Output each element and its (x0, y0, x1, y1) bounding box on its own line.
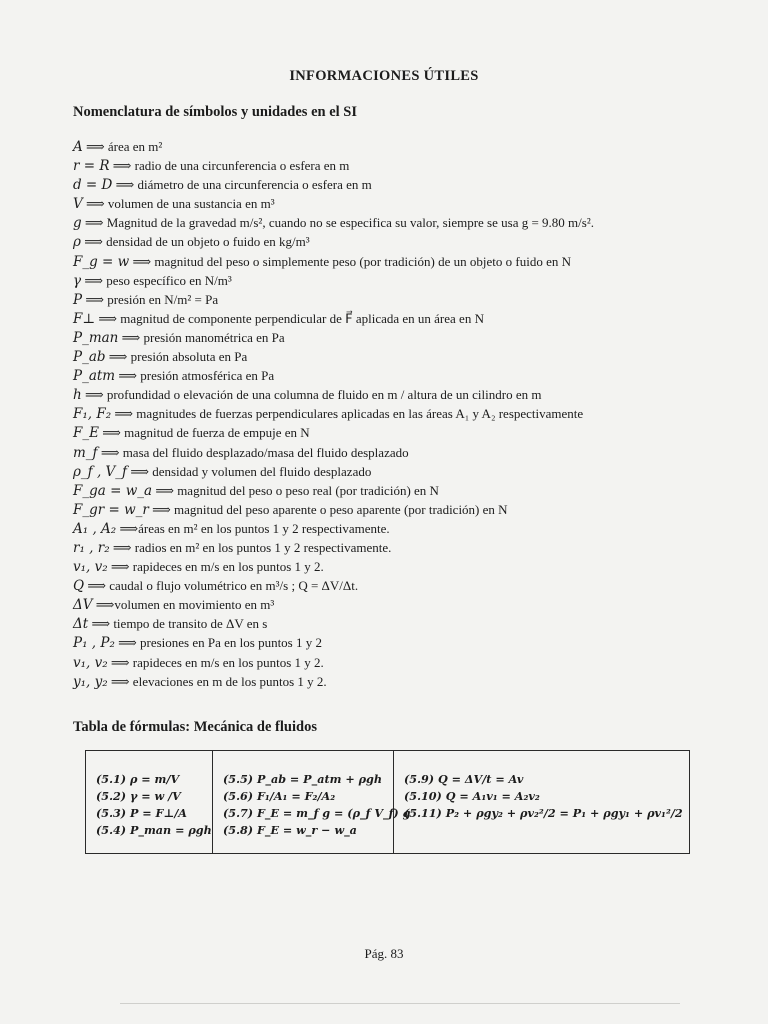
symbol-name: F_gr = w_r (73, 501, 149, 518)
symbol-name: P_man (73, 329, 119, 346)
symbol-description: ⟹ caudal o flujo volumétrico en m³/s ; Q = ΔV/Δt. (87, 578, 359, 594)
symbol-name: P (73, 291, 83, 308)
formula-column-1 (86, 751, 213, 853)
symbol-name: h (73, 387, 82, 404)
symbol-description: ⟹ masa del fluido desplazado/masa del fluido desplazado (100, 444, 409, 460)
symbol-description: ⟹ elevaciones en m de los puntos 1 y 2. (110, 673, 327, 689)
symbol-name: m_f (73, 444, 98, 461)
symbol-description: ⟹volumen en movimiento en m³ (95, 597, 275, 613)
symbol-row (73, 366, 733, 385)
symbol-name: F⊥ (73, 310, 96, 327)
symbol-row (73, 385, 733, 404)
symbol-description: ⟹ Magnitud de la gravedad m/s², cuando no se especifica su valor, siempre se usa g = 9.80 m/s². (84, 215, 594, 231)
symbol-description: ⟹ presión absoluta en Pa (108, 349, 248, 365)
symbol-row (73, 500, 733, 519)
symbol-row (73, 328, 733, 347)
symbol-description: ⟹ magnitudes de fuerzas perpendiculares aplicadas en las áreas A₁ y A₂ respectivamente (114, 406, 584, 422)
symbol-description: ⟹ profundidad o elevación de una columna de fluido en m / altura de un cilindro en m (84, 387, 542, 403)
formula: (5.8) F_E = w_r − w_a (223, 823, 357, 837)
symbol-description: ⟹ densidad y volumen del fluido desplazado (130, 463, 372, 479)
symbol-description: ⟹ magnitud del peso aparente o peso aparente (por tradición) en N (152, 501, 508, 517)
symbol-name: ρ_f , V_f (73, 463, 128, 480)
symbol-name: F_ga = w_a (73, 482, 153, 499)
symbol-name: Δt (73, 616, 89, 633)
formula: (5.11) P₂ + ρgy₂ + ρv₂²/2 = P₁ + ρgy₁ + ρv₁²/2 (404, 806, 683, 820)
symbol-description: ⟹ magnitud de fuerza de empuje en N (102, 425, 310, 441)
symbol-row (73, 576, 733, 595)
symbol-description: ⟹ magnitud del peso o peso real (por tradición) en N (155, 482, 439, 498)
page-number: Pág. 83 (364, 946, 404, 961)
symbol-name: ρ (73, 234, 81, 251)
symbol-row (73, 481, 733, 500)
symbol-row (73, 462, 733, 481)
symbol-description: ⟹ presión en N/m² = Pa (85, 291, 219, 307)
symbol-description: ⟹ presión manométrica en Pa (121, 329, 285, 345)
formula: (5.7) F_E = m_f g = (ρ_f V_f) g (223, 806, 411, 820)
symbol-row (73, 137, 733, 156)
symbol-row (73, 519, 733, 538)
symbol-row (73, 672, 733, 691)
symbol-row (73, 252, 733, 271)
symbol-name: A (73, 139, 83, 155)
symbol-row (73, 290, 733, 309)
symbol-row (73, 404, 733, 423)
symbol-description: ⟹ área en m² (86, 139, 163, 154)
formula: (5.9) Q = ΔV/t = Av (404, 772, 524, 786)
symbol-name: A₁ , A₂ (73, 520, 117, 537)
symbol-row (73, 213, 733, 232)
symbol-description: ⟹áreas en m² en los puntos 1 y 2 respectivamente. (119, 520, 390, 536)
symbol-name: F_E (73, 425, 99, 442)
symbol-description: ⟹ rapideces en m/s en los puntos 1 y 2. (110, 654, 324, 670)
symbol-description: ⟹ diámetro de una circunferencia o esfera en m (115, 177, 372, 193)
footer-divider (120, 1003, 680, 1004)
symbol-row (73, 614, 733, 633)
symbol-row (73, 232, 733, 251)
nomenclature-heading: Nomenclatura de símbolos y unidades en el SI (73, 104, 357, 120)
symbol-description: ⟹ radio de una circunferencia o esfera en m (112, 158, 350, 174)
symbol-description: ⟹ presión atmosférica en Pa (118, 368, 275, 384)
document-title: INFORMACIONES ÚTILES (289, 68, 479, 84)
symbol-name: V (73, 196, 83, 213)
symbol-name: F₁, F₂ (73, 406, 112, 423)
symbol-row (73, 538, 733, 557)
symbol-row (73, 633, 733, 652)
formula-column-3 (394, 751, 689, 853)
formula: (5.2) γ = w /V (96, 789, 181, 803)
symbol-description: ⟹ tiempo de transito de ΔV en s (91, 616, 268, 632)
symbol-name: ΔV (73, 597, 93, 614)
symbol-name: v₁, v₂ (73, 654, 108, 671)
symbol-name: γ (73, 272, 82, 289)
symbol-name: r = R (73, 158, 110, 175)
symbol-description: ⟹ magnitud del peso o simplemente peso (por tradición) de un objeto o fuido en N (132, 253, 571, 269)
symbol-description: ⟹ peso específico en N/m³ (84, 272, 232, 288)
symbol-description: ⟹ rapideces en m/s en los puntos 1 y 2. (110, 559, 324, 575)
symbol-row (73, 557, 733, 576)
symbol-name: y₁, y₂ (73, 673, 108, 690)
symbol-row (73, 595, 733, 614)
symbol-name: P₁ , P₂ (73, 635, 115, 652)
symbol-list (73, 137, 733, 691)
symbol-name: d = D (73, 177, 113, 194)
symbol-name: P_ab (73, 349, 106, 366)
symbol-name: g (73, 215, 82, 232)
symbol-row (73, 423, 733, 442)
formula: (5.1) ρ = m/V (96, 772, 180, 786)
symbol-name: P_atm (73, 368, 116, 385)
symbol-description: ⟹ radios en m² en los puntos 1 y 2 respectivamente. (112, 539, 392, 555)
symbol-name: r₁ , r₂ (73, 539, 110, 556)
formula: (5.5) P_ab = P_atm + ρgh (223, 772, 383, 786)
formula-table (85, 750, 690, 854)
symbol-description: ⟹ magnitud de componente perpendicular de F⃗ aplicada en un área en N (98, 310, 484, 326)
formula: (5.3) P = F⊥/A (96, 806, 187, 820)
symbol-description: ⟹ presiones en Pa en los puntos 1 y 2 (118, 635, 322, 651)
symbol-row (73, 271, 733, 290)
symbol-row (73, 175, 733, 194)
symbol-row (73, 309, 733, 328)
symbol-name: F_g = w (73, 253, 130, 270)
symbol-name: Q (73, 578, 85, 595)
symbol-row (73, 347, 733, 366)
formula-column-2 (213, 751, 411, 853)
symbol-description: ⟹ volumen de una sustancia en m³ (86, 196, 275, 212)
formula-table-heading: Tabla de fórmulas: Mecánica de fluidos (73, 719, 317, 735)
formula: (5.6) F₁/A₁ = F₂/A₂ (223, 789, 336, 803)
symbol-description: ⟹ densidad de un objeto o fuido en kg/m³ (84, 234, 310, 250)
formula: (5.4) P_man = ρgh (96, 823, 212, 837)
symbol-row (73, 653, 733, 672)
formula: (5.10) Q = A₁v₁ = A₂v₂ (404, 789, 540, 803)
symbol-row (73, 194, 733, 213)
symbol-row (73, 156, 733, 175)
symbol-name: v₁, v₂ (73, 559, 108, 576)
symbol-row (73, 443, 733, 462)
